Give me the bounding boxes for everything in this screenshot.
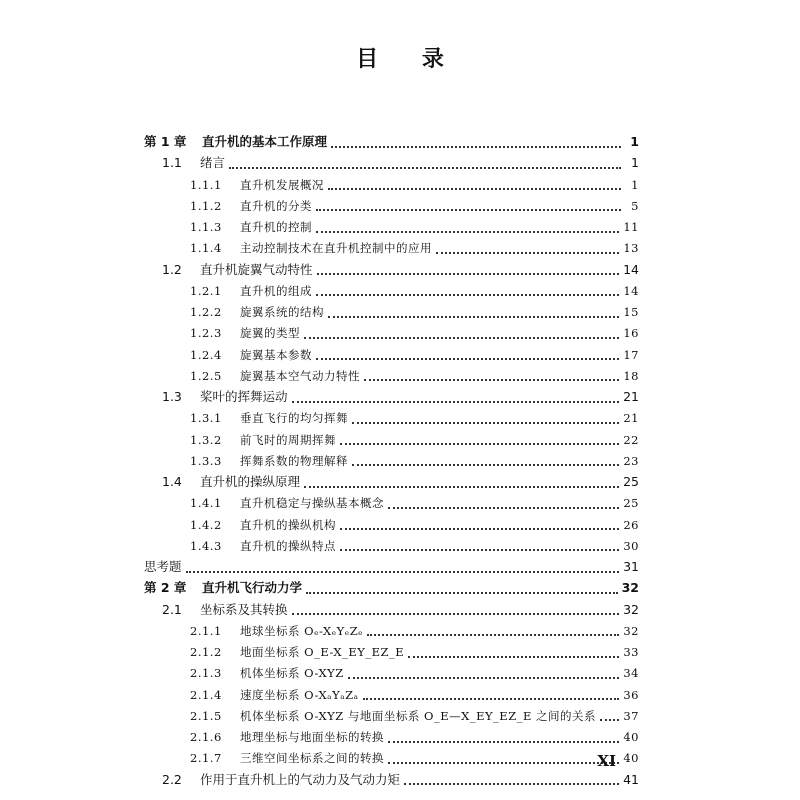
toc-entry-title: 坐标系及其转换 [200,601,288,617]
toc-section-entry [162,386,639,408]
toc-section-entry [162,599,639,621]
toc-entry-number: 第 1 章 [144,134,187,149]
toc-entry-title: 速度坐标系 O-XₐYₐZₐ [240,687,359,702]
toc-subsection-entry [190,216,639,238]
dot-leader [600,718,619,721]
toc-entry-page-number: 21 [623,411,639,426]
toc-entry-page-number: 22 [623,432,639,447]
toc-entry-title: 直升机飞行动力学 [202,580,303,596]
toc-entry-page-number: 13 [623,241,639,256]
toc-entry-title: 直升机的基本工作原理 [202,134,328,149]
toc-subsection-entry [190,450,639,472]
toc-subsection-entry [190,684,639,706]
toc-entry-number: 1.2.3 [190,326,222,341]
toc-entry-number: 2.1.4 [190,687,222,702]
toc-entry-page-number: 14 [623,261,639,277]
dot-leader [292,400,620,403]
toc-entry-number: 2.1 [162,601,182,617]
toc-entry-title: 旋翼的类型 [240,326,300,341]
toc-entry-title: 直升机发展概况 [240,177,324,192]
toc-entry-page-number: 21 [623,389,639,404]
toc-entry-page-number: 31 [623,559,639,574]
toc-entry-page-number: 1 [631,155,639,171]
dot-leader [186,570,620,573]
page-title: 目 录 [356,47,462,72]
dot-leader [340,527,619,530]
toc-entry-number: 1.2.5 [190,368,222,383]
toc-entry-title: 主动控制技术在直升机控制中的应用 [240,241,432,256]
toc-section-entry [144,556,639,578]
dot-leader [229,166,621,169]
toc-subsection-entry [190,747,639,769]
dot-leader [328,187,621,190]
dot-leader [328,315,619,318]
toc-entry-number: 2.1.3 [190,666,222,681]
toc-entry-title: 桨叶的挥舞运动 [200,389,288,404]
toc-entry-page-number: 15 [623,305,639,319]
dot-leader [304,485,619,488]
toc-entry-page-number: 37 [623,708,639,723]
dot-leader [404,782,619,785]
toc-entry-number: 1.2.4 [190,347,222,362]
toc-entry-page-number: 18 [623,368,639,383]
toc-entry-number: 2.1.1 [190,623,222,638]
toc-entry-number: 2.1.6 [190,730,222,744]
dot-leader [317,272,620,275]
dot-leader [316,357,619,360]
toc-section-entry [162,152,639,174]
toc-entry-title: 直升机的操纵原理 [200,474,301,489]
toc-entry-title: 旋翼基本空气动力特性 [240,368,360,383]
toc-subsection-entry [190,344,639,366]
toc-subsection-entry [190,662,639,684]
toc-subsection-entry [190,174,639,196]
toc-entry-number: 1.1.3 [190,220,222,234]
dot-leader [304,336,619,339]
toc-entry-title: 旋翼系统的结构 [240,305,324,319]
toc-entry-page-number: 1 [631,177,639,192]
toc-entry-title: 直升机的分类 [240,198,312,213]
toc-entry-number: 1.1 [162,155,182,171]
toc-entry-page-number: 32 [621,580,639,596]
toc-entry-number: 1.4.1 [190,496,222,511]
toc-entry-page-number: 25 [623,496,639,511]
toc-entry-title: 地理坐标与地面坐标的转换 [240,730,384,744]
dot-leader [388,740,619,743]
toc-entry-title: 地面坐标系 O_E-X_EY_EZ_E [240,645,405,659]
dot-leader [316,208,621,211]
toc-subsection-entry [190,237,639,259]
toc-entry-number: 2.1.5 [190,708,222,723]
toc-entry-page-number: 41 [623,771,639,787]
toc-section-entry [162,259,639,281]
toc-entry-title: 旋翼基本参数 [240,347,312,362]
dot-leader [408,655,619,658]
toc-entry-number: 1.2.1 [190,283,222,298]
toc-subsection-entry [190,620,639,642]
dot-leader [306,591,618,594]
toc-subsection-entry [190,535,639,557]
toc-entry-page-number: 25 [623,474,639,489]
toc-chapter-entry [144,577,639,599]
toc-entry-page-number: 16 [623,326,639,341]
dot-leader [388,506,619,509]
dot-leader [292,612,620,615]
toc-entry-number: 1.3.3 [190,453,222,468]
toc-entry-title: 直升机稳定与操纵基本概念 [240,496,384,511]
toc-subsection-entry [190,280,639,302]
toc-entry-number: 1.4 [162,474,182,489]
toc-subsection-entry [190,705,639,727]
toc-subsection-entry [190,322,639,344]
toc-subsection-entry [190,407,639,429]
dot-leader [340,548,619,551]
toc-entry-number: 1.1.1 [190,177,222,192]
toc-entry-page-number: 5 [631,198,639,213]
toc-subsection-entry [190,514,639,536]
toc-chapter-entry [144,131,639,153]
toc-entry-page-number: 14 [623,283,639,298]
dot-leader [348,676,620,679]
toc-entry-title: 地球坐标系 Oₑ-XₑYₑZₑ [240,623,364,638]
toc-entry-page-number: 36 [623,687,639,702]
toc-entry-title: 三维空间坐标系之间的转换 [240,751,384,766]
toc-entry-title: 机体坐标系 O-XYZ 与地面坐标系 O_E—X_EY_EZ_E 之间的关系 [240,708,596,723]
toc-entry-page-number: 23 [623,453,639,468]
toc-entry-number: 第 2 章 [144,580,187,596]
toc-entry-number: 1.2.2 [190,305,222,319]
dot-leader [363,697,620,700]
dot-leader [388,761,619,764]
toc-entry-page-number: 34 [623,666,639,681]
toc-entry-title: 挥舞系数的物理解释 [240,453,348,468]
toc-entry-page-number: 17 [623,347,639,362]
toc-subsection-entry [190,301,639,323]
toc-entry-number: 1.2 [162,261,182,277]
toc-entry-title: 直升机的操纵机构 [240,517,336,532]
dot-leader [340,442,619,445]
toc-entry-page-number: 33 [623,645,639,659]
dot-leader [331,145,621,148]
toc-entry-title: 直升机的控制 [240,220,312,234]
toc-entry-number: 2.2 [162,771,182,787]
dot-leader [316,293,619,296]
toc-entry-number: 1.3 [162,389,182,404]
toc-entry-title: 直升机旋翼气动特性 [200,261,313,277]
toc-entry-number: 2.1.2 [190,645,222,659]
toc-subsection-entry [190,492,639,514]
dot-leader [316,230,619,233]
dot-leader [364,378,619,381]
toc-subsection-entry [190,429,639,451]
dot-leader [367,633,619,636]
toc-entry-title: 前飞时的周期挥舞 [240,432,336,447]
toc-entry-number: 1.1.4 [190,241,222,256]
toc-entry-title: 垂直飞行的均匀挥舞 [240,411,348,426]
toc-entry-page-number: 11 [623,220,639,234]
toc-entry-title: 机体坐标系 O-XYZ [240,666,344,681]
toc-subsection-entry [190,726,639,748]
toc-section-entry [162,471,639,493]
toc-entry-page-number: 40 [623,730,639,744]
toc-subsection-entry [190,641,639,663]
toc-entry-page-number: 30 [623,538,639,553]
toc-section-entry [162,769,639,791]
toc-subsection-entry [190,195,639,217]
toc-entry-page-number: 32 [623,601,639,617]
toc-entry-number: 1.4.2 [190,517,222,532]
toc-entry-title: 思考题 [144,559,182,574]
toc-entry-page-number: 26 [623,517,639,532]
page-folio: XI [597,752,616,770]
toc-entry-number: 1.3.2 [190,432,222,447]
toc-entry-number: 2.1.7 [190,751,222,766]
dot-leader [352,463,619,466]
toc-entry-title: 绪言 [200,155,226,171]
toc-entry-page-number: 32 [623,623,639,638]
toc-entry-page-number: 1 [630,134,639,149]
toc-entry-title: 直升机的操纵特点 [240,538,336,553]
toc-entry-number: 1.3.1 [190,411,222,426]
dot-leader [436,251,619,254]
toc-entry-title: 直升机的组成 [240,283,312,298]
toc-entry-title: 作用于直升机上的气动力及气动力矩 [200,771,401,787]
dot-leader [352,421,619,424]
toc-entry-number: 1.1.2 [190,198,222,213]
toc-subsection-entry [190,365,639,387]
toc-entry-number: 1.4.3 [190,538,222,553]
toc-entry-page-number: 40 [623,751,639,766]
